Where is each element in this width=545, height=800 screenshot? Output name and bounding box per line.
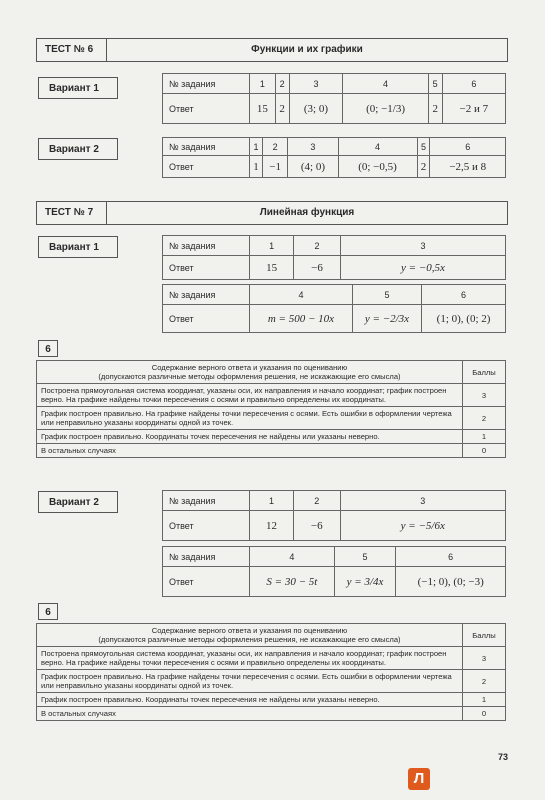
table-cell: 5 [352, 285, 421, 305]
test7-variant1-label: Вариант 1 [38, 236, 118, 258]
criteria-points: 3 [463, 647, 506, 670]
table-row [37, 444, 506, 458]
points-header: Баллы [463, 361, 506, 384]
test7-variant2-label: Вариант 2 [38, 491, 118, 513]
table-cell: 3 [340, 491, 505, 511]
table-cell: (0; −0,5) [338, 156, 417, 178]
table-cell: № задания [163, 236, 250, 256]
table-cell: 4 [250, 285, 353, 305]
test6-variant1-label: Вариант 1 [38, 77, 118, 99]
table-cell: 5 [417, 138, 430, 156]
table-cell: 4 [343, 74, 428, 94]
table-cell: № задания [163, 285, 250, 305]
points-header: Баллы [463, 624, 506, 647]
test7-variant1-table-a [162, 235, 506, 280]
criteria-header [37, 361, 463, 384]
criteria-text: График построен правильно. На графике найдены точки пересечения с осями. Есть ошибки в оформлении чертежа или неправильно указаны координаты одной из точек. [37, 407, 463, 430]
criteria-header-line2: (допускаются различные методы оформления решения, не искажающие его смысла) [98, 372, 401, 381]
task-number-box: 6 [38, 340, 58, 357]
table-cell: 4 [250, 547, 335, 567]
table-header-row [163, 74, 506, 94]
criteria-header-row [37, 624, 506, 647]
table-cell: Ответ [163, 567, 250, 597]
criteria-points: 1 [463, 430, 506, 444]
table-header-row [163, 491, 506, 511]
criteria-points: 0 [463, 707, 506, 721]
criteria-points: 2 [463, 670, 506, 693]
table-row [37, 430, 506, 444]
table-cell: 2 [275, 94, 289, 124]
criteria-text: В остальных случаях [37, 444, 463, 458]
table-cell: 6 [430, 138, 506, 156]
criteria-header-line2: (допускаются различные методы оформления решения, не искажающие его смысла) [98, 635, 401, 644]
criteria-points: 3 [463, 384, 506, 407]
publisher-logo: Л [408, 768, 430, 790]
table-cell: 1 [250, 138, 263, 156]
table-header-row [163, 236, 506, 256]
table-cell: −2,5 и 8 [430, 156, 506, 178]
table-cell: 2 [428, 94, 442, 124]
table-row [163, 94, 506, 124]
table-cell: y = −2/3x [352, 305, 421, 333]
criteria-text: Построена прямоугольная система координат, указаны оси, их направления и начало координат; график построен верно. На графике найдены точки пересечения с осями и правильно определены их координаты. [37, 647, 463, 670]
table-cell: 2 [262, 138, 287, 156]
criteria-header-line1: Содержание верного ответа и указания по оцениванию [151, 626, 348, 635]
table-cell: № задания [163, 547, 250, 567]
table-row [37, 407, 506, 430]
test6-variant1-table [162, 73, 506, 124]
table-row [163, 305, 506, 333]
table-cell: y = −5/6x [340, 511, 505, 541]
table-header-row [163, 138, 506, 156]
criteria-text: Построена прямоугольная система координат, указаны оси, их направления и начало координат; график построен верно. На графике найдены точки пересечения с осями и правильно определены их координаты. [37, 384, 463, 407]
table-row [163, 156, 506, 178]
criteria-text: График построен правильно. На графике найдены точки пересечения с осями. Есть ошибки в оформлении чертежа или неправильно указаны координаты одной из точек. [37, 670, 463, 693]
table-cell: 5 [334, 547, 396, 567]
table-cell: 6 [422, 285, 506, 305]
table-cell: 3 [289, 74, 343, 94]
table-cell: 3 [288, 138, 338, 156]
page-number: 73 [498, 752, 509, 762]
table-cell: 15 [250, 94, 276, 124]
criteria-points: 2 [463, 407, 506, 430]
criteria-header [37, 624, 463, 647]
table-cell: −2 и 7 [442, 94, 505, 124]
criteria-header-row [37, 361, 506, 384]
table-cell: 2 [417, 156, 430, 178]
test7-variant1-table-b [162, 284, 506, 333]
table-cell: −6 [293, 511, 340, 541]
table-cell: −6 [294, 256, 341, 280]
task-number-box: 6 [38, 603, 58, 620]
test7-variant2-table-b [162, 546, 506, 597]
test6-title: Функции и их графики [251, 44, 363, 55]
table-row [163, 567, 506, 597]
table-cell: (−1; 0), (0; −3) [396, 567, 506, 597]
criteria-text: График построен правильно. Координаты точек пересечения не найдены или указаны неверно. [37, 693, 463, 707]
table-row [163, 256, 506, 280]
criteria-table-variant2 [36, 623, 506, 721]
test7-variant2-table-a [162, 490, 506, 541]
test7-header [36, 201, 508, 225]
table-cell: 1 [250, 74, 276, 94]
test6-variant2-label: Вариант 2 [38, 138, 118, 160]
criteria-text: График построен правильно. Координаты точек пересечения не найдены или указаны неверно. [37, 430, 463, 444]
table-cell: (4; 0) [288, 156, 338, 178]
table-row [37, 693, 506, 707]
table-cell: Ответ [163, 94, 250, 124]
table-cell: 1 [250, 491, 294, 511]
table-row [37, 647, 506, 670]
table-cell: y = 3/4x [334, 567, 396, 597]
table-cell: 3 [340, 236, 505, 256]
table-cell: Ответ [163, 305, 250, 333]
table-cell: № задания [163, 74, 250, 94]
criteria-text: В остальных случаях [37, 707, 463, 721]
table-cell: S = 30 − 5t [250, 567, 335, 597]
table-cell: (1; 0), (0; 2) [422, 305, 506, 333]
criteria-header-line1: Содержание верного ответа и указания по оцениванию [151, 363, 348, 372]
table-cell: 12 [250, 511, 294, 541]
test6-number: ТЕСТ № 6 [37, 39, 107, 61]
table-row [37, 384, 506, 407]
criteria-table-variant1 [36, 360, 506, 458]
table-row [37, 670, 506, 693]
table-cell: Ответ [163, 511, 250, 541]
table-cell: 6 [442, 74, 505, 94]
table-cell: 6 [396, 547, 506, 567]
table-cell: m = 500 − 10x [250, 305, 353, 333]
table-cell: (0; −1/3) [343, 94, 428, 124]
table-cell: 2 [293, 491, 340, 511]
test7-number: ТЕСТ № 7 [37, 202, 107, 224]
table-row [163, 511, 506, 541]
test6-variant2-table [162, 137, 506, 178]
table-header-row [163, 285, 506, 305]
table-cell: 15 [250, 256, 294, 280]
table-cell: 2 [294, 236, 341, 256]
table-cell: 1 [250, 156, 263, 178]
table-cell: (3; 0) [289, 94, 343, 124]
table-cell: Ответ [163, 156, 250, 178]
table-cell: 4 [338, 138, 417, 156]
test7-title: Линейная функция [259, 207, 355, 218]
table-row [37, 707, 506, 721]
table-cell: 2 [275, 74, 289, 94]
table-cell: 5 [428, 74, 442, 94]
table-header-row [163, 547, 506, 567]
test6-header [36, 38, 508, 62]
table-cell: −1 [262, 156, 287, 178]
table-cell: y = −0,5x [340, 256, 505, 280]
criteria-points: 0 [463, 444, 506, 458]
table-cell: № задания [163, 491, 250, 511]
criteria-points: 1 [463, 693, 506, 707]
table-cell: № задания [163, 138, 250, 156]
table-cell: Ответ [163, 256, 250, 280]
table-cell: 1 [250, 236, 294, 256]
